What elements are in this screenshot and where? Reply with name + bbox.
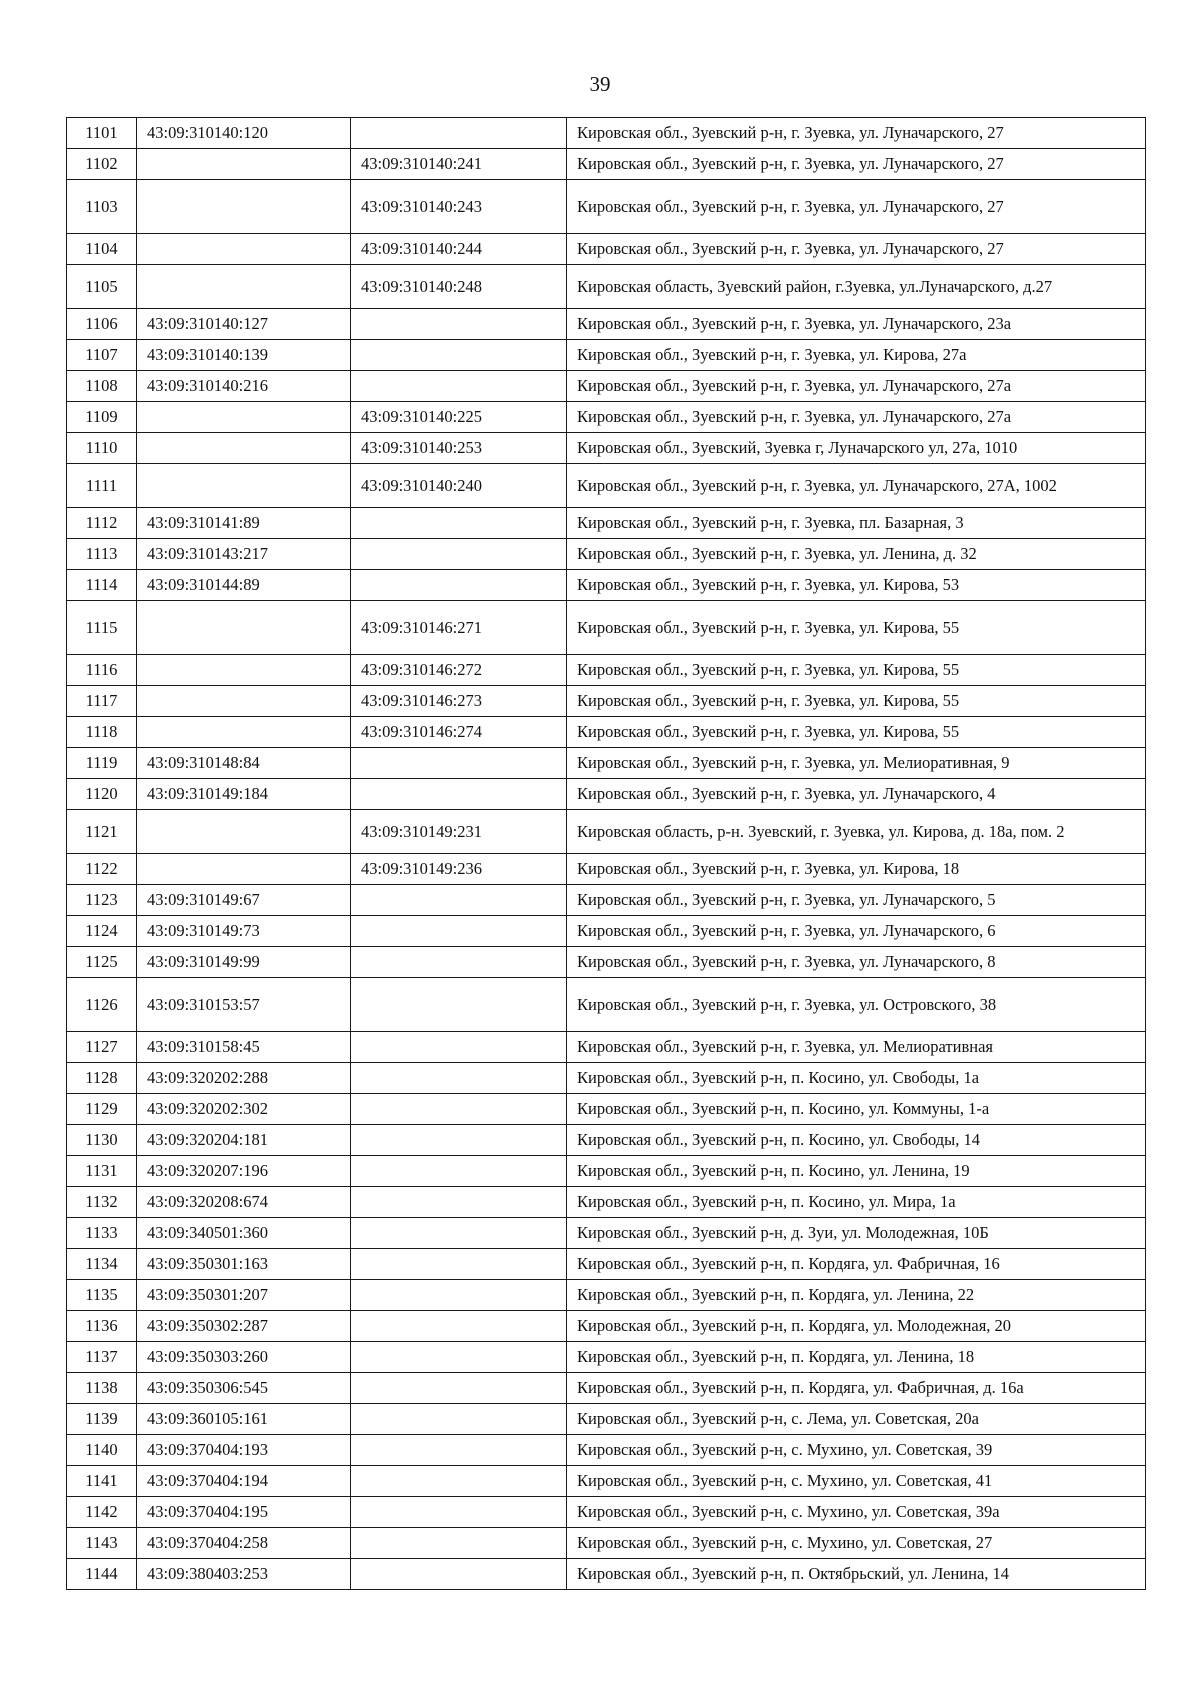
row-number-cell: 1121: [67, 810, 137, 854]
cadastral-number-building-cell: [351, 916, 567, 947]
address-cell: Кировская обл., Зуевский р-н, г. Зуевка, ул. Мелиоративная, 9: [567, 748, 1146, 779]
row-number-cell: 1116: [67, 655, 137, 686]
address-cell: Кировская обл., Зуевский р-н, с. Мухино, ул. Советская, 27: [567, 1528, 1146, 1559]
cadastral-number-land-cell: 43:09:310140:139: [137, 340, 351, 371]
cadastral-number-building-cell: [351, 539, 567, 570]
table-row: [67, 601, 1146, 655]
row-number-cell: 1103: [67, 180, 137, 234]
cadastral-number-building-cell: 43:09:310146:273: [351, 686, 567, 717]
address-cell: Кировская обл., Зуевский р-н, г. Зуевка, ул. Кирова, 27а: [567, 340, 1146, 371]
address-cell: Кировская обл., Зуевский р-н, г. Зуевка, ул. Островского, 38: [567, 978, 1146, 1032]
table-row: [67, 748, 1146, 779]
row-number-cell: 1129: [67, 1094, 137, 1125]
table-row: [67, 779, 1146, 810]
table-row: [67, 810, 1146, 854]
table-row: [67, 1559, 1146, 1590]
row-number-cell: 1115: [67, 601, 137, 655]
address-cell: Кировская обл., Зуевский р-н, с. Мухино, ул. Советская, 41: [567, 1466, 1146, 1497]
cadastral-number-land-cell: 43:09:370404:193: [137, 1435, 351, 1466]
row-number-cell: 1114: [67, 570, 137, 601]
address-cell: Кировская область, Зуевский район, г.Зуевка, ул.Луначарского, д.27: [567, 265, 1146, 309]
table-row: [67, 402, 1146, 433]
table-row: [67, 180, 1146, 234]
cadastral-number-land-cell: [137, 234, 351, 265]
cadastral-number-land-cell: 43:09:310158:45: [137, 1032, 351, 1063]
cadastral-number-land-cell: 43:09:370404:195: [137, 1497, 351, 1528]
cadastral-number-building-cell: [351, 1373, 567, 1404]
table-row: [67, 234, 1146, 265]
cadastral-number-land-cell: [137, 655, 351, 686]
cadastral-number-land-cell: 43:09:310148:84: [137, 748, 351, 779]
table-row: [67, 1280, 1146, 1311]
table-row: [67, 916, 1146, 947]
cadastral-number-land-cell: 43:09:320202:288: [137, 1063, 351, 1094]
cadastral-number-building-cell: [351, 1497, 567, 1528]
table-row: [67, 340, 1146, 371]
cadastral-number-building-cell: [351, 1528, 567, 1559]
row-number-cell: 1106: [67, 309, 137, 340]
cadastral-number-building-cell: 43:09:310146:272: [351, 655, 567, 686]
cadastral-number-building-cell: 43:09:310146:274: [351, 717, 567, 748]
address-cell: Кировская обл., Зуевский р-н, г. Зуевка, ул. Кирова, 55: [567, 686, 1146, 717]
table-row: [67, 1125, 1146, 1156]
cadastral-number-building-cell: [351, 1032, 567, 1063]
address-cell: Кировская обл., Зуевский р-н, г. Зуевка, ул. Луначарского, 27: [567, 118, 1146, 149]
row-number-cell: 1138: [67, 1373, 137, 1404]
cadastral-number-land-cell: [137, 810, 351, 854]
table-row: [67, 118, 1146, 149]
address-cell: Кировская обл., Зуевский р-н, п. Косино, ул. Свободы, 1а: [567, 1063, 1146, 1094]
table-row: [67, 508, 1146, 539]
table-row: [67, 149, 1146, 180]
row-number-cell: 1135: [67, 1280, 137, 1311]
cadastral-number-building-cell: 43:09:310140:248: [351, 265, 567, 309]
table-row: [67, 1218, 1146, 1249]
cadastral-number-building-cell: [351, 1063, 567, 1094]
address-cell: Кировская обл., Зуевский р-н, с. Лема, ул. Советская, 20а: [567, 1404, 1146, 1435]
cadastral-number-land-cell: 43:09:310149:73: [137, 916, 351, 947]
table-row: [67, 464, 1146, 508]
cadastral-number-land-cell: 43:09:380403:253: [137, 1559, 351, 1590]
address-cell: Кировская обл., Зуевский р-н, п. Кордяга, ул. Фабричная, 16: [567, 1249, 1146, 1280]
table-row: [67, 655, 1146, 686]
cadastral-number-land-cell: 43:09:310149:184: [137, 779, 351, 810]
table-row: [67, 1497, 1146, 1528]
cadastral-number-land-cell: [137, 149, 351, 180]
cadastral-number-building-cell: [351, 1156, 567, 1187]
address-cell: Кировская обл., Зуевский р-н, п. Косино, ул. Ленина, 19: [567, 1156, 1146, 1187]
cadastral-number-land-cell: 43:09:350303:260: [137, 1342, 351, 1373]
cadastral-number-building-cell: 43:09:310140:240: [351, 464, 567, 508]
cadastral-number-building-cell: 43:09:310140:253: [351, 433, 567, 464]
cadastral-number-building-cell: 43:09:310140:243: [351, 180, 567, 234]
cadastral-number-land-cell: 43:09:320208:674: [137, 1187, 351, 1218]
row-number-cell: 1127: [67, 1032, 137, 1063]
address-cell: Кировская обл., Зуевский р-н, г. Зуевка, ул. Луначарского, 5: [567, 885, 1146, 916]
cadastral-number-land-cell: 43:09:310143:217: [137, 539, 351, 570]
address-cell: Кировская обл., Зуевский р-н, г. Зуевка, ул. Луначарского, 27а: [567, 402, 1146, 433]
address-cell: Кировская обл., Зуевский, Зуевка г, Луначарского ул, 27а, 1010: [567, 433, 1146, 464]
row-number-cell: 1133: [67, 1218, 137, 1249]
row-number-cell: 1110: [67, 433, 137, 464]
cadastral-number-building-cell: [351, 1218, 567, 1249]
cadastral-number-land-cell: 43:09:310153:57: [137, 978, 351, 1032]
address-cell: Кировская обл., Зуевский р-н, г. Зуевка, ул. Луначарского, 27а: [567, 371, 1146, 402]
cadastral-number-land-cell: 43:09:310144:89: [137, 570, 351, 601]
cadastral-number-building-cell: [351, 1311, 567, 1342]
row-number-cell: 1107: [67, 340, 137, 371]
cadastral-number-building-cell: [351, 1249, 567, 1280]
table-row: [67, 371, 1146, 402]
address-cell: Кировская обл., Зуевский р-н, г. Зуевка, пл. Базарная, 3: [567, 508, 1146, 539]
table-row: [67, 978, 1146, 1032]
cadastral-number-building-cell: [351, 570, 567, 601]
cadastral-number-land-cell: 43:09:350306:545: [137, 1373, 351, 1404]
table-row: [67, 433, 1146, 464]
address-cell: Кировская обл., Зуевский р-н, г. Зуевка, ул. Кирова, 18: [567, 854, 1146, 885]
address-cell: Кировская обл., Зуевский р-н, г. Зуевка, ул. Луначарского, 23а: [567, 309, 1146, 340]
cadastral-number-building-cell: [351, 1280, 567, 1311]
row-number-cell: 1131: [67, 1156, 137, 1187]
address-cell: Кировская обл., Зуевский р-н, г. Зуевка, ул. Кирова, 55: [567, 655, 1146, 686]
cadastral-number-land-cell: 43:09:340501:360: [137, 1218, 351, 1249]
address-cell: Кировская обл., Зуевский р-н, п. Кордяга, ул. Фабричная, д. 16а: [567, 1373, 1146, 1404]
address-cell: Кировская обл., Зуевский р-н, п. Кордяга, ул. Молодежная, 20: [567, 1311, 1146, 1342]
row-number-cell: 1128: [67, 1063, 137, 1094]
cadastral-number-building-cell: [351, 1466, 567, 1497]
cadastral-number-building-cell: [351, 978, 567, 1032]
row-number-cell: 1105: [67, 265, 137, 309]
cadastral-number-land-cell: 43:09:310140:127: [137, 309, 351, 340]
cadastral-number-building-cell: 43:09:310146:271: [351, 601, 567, 655]
table-row: [67, 1466, 1146, 1497]
row-number-cell: 1101: [67, 118, 137, 149]
cadastral-number-building-cell: [351, 1342, 567, 1373]
row-number-cell: 1144: [67, 1559, 137, 1590]
row-number-cell: 1108: [67, 371, 137, 402]
cadastral-number-building-cell: [351, 340, 567, 371]
row-number-cell: 1120: [67, 779, 137, 810]
row-number-cell: 1126: [67, 978, 137, 1032]
cadastral-number-land-cell: [137, 180, 351, 234]
cadastral-number-building-cell: [351, 1559, 567, 1590]
address-cell: Кировская обл., Зуевский р-н, п. Кордяга, ул. Ленина, 22: [567, 1280, 1146, 1311]
address-cell: Кировская обл., Зуевский р-н, г. Зуевка, ул. Луначарского, 27А, 1002: [567, 464, 1146, 508]
table-row: [67, 1094, 1146, 1125]
row-number-cell: 1122: [67, 854, 137, 885]
cadastral-number-building-cell: [351, 371, 567, 402]
cadastral-number-building-cell: [351, 779, 567, 810]
cadastral-number-building-cell: [351, 309, 567, 340]
address-cell: Кировская обл., Зуевский р-н, г. Зуевка, ул. Луначарского, 27: [567, 234, 1146, 265]
cadastral-number-land-cell: 43:09:320202:302: [137, 1094, 351, 1125]
cadastral-number-building-cell: [351, 885, 567, 916]
table-row: [67, 1435, 1146, 1466]
address-cell: Кировская обл., Зуевский р-н, г. Зуевка, ул. Луначарского, 27: [567, 149, 1146, 180]
cadastral-number-land-cell: 43:09:310141:89: [137, 508, 351, 539]
table-row: [67, 1156, 1146, 1187]
cadastral-number-land-cell: 43:09:370404:194: [137, 1466, 351, 1497]
address-cell: Кировская обл., Зуевский р-н, п. Косино, ул. Свободы, 14: [567, 1125, 1146, 1156]
table-row: [67, 309, 1146, 340]
row-number-cell: 1137: [67, 1342, 137, 1373]
row-number-cell: 1102: [67, 149, 137, 180]
address-cell: Кировская обл., Зуевский р-н, г. Зуевка, ул. Луначарского, 6: [567, 916, 1146, 947]
table-row: [67, 1063, 1146, 1094]
address-cell: Кировская обл., Зуевский р-н, п. Косино, ул. Мира, 1а: [567, 1187, 1146, 1218]
cadastral-number-land-cell: 43:09:310149:99: [137, 947, 351, 978]
address-cell: Кировская обл., Зуевский р-н, с. Мухино, ул. Советская, 39: [567, 1435, 1146, 1466]
row-number-cell: 1136: [67, 1311, 137, 1342]
cadastral-number-land-cell: [137, 717, 351, 748]
address-cell: Кировская обл., Зуевский р-н, г. Зуевка, ул. Ленина, д. 32: [567, 539, 1146, 570]
address-cell: Кировская обл., Зуевский р-н, с. Мухино, ул. Советская, 39а: [567, 1497, 1146, 1528]
address-cell: Кировская обл., Зуевский р-н, п. Косино, ул. Коммуны, 1-а: [567, 1094, 1146, 1125]
table-row: [67, 539, 1146, 570]
cadastral-number-land-cell: 43:09:370404:258: [137, 1528, 351, 1559]
row-number-cell: 1111: [67, 464, 137, 508]
table-row: [67, 717, 1146, 748]
cadastral-number-land-cell: 43:09:350301:207: [137, 1280, 351, 1311]
row-number-cell: 1140: [67, 1435, 137, 1466]
cadastral-number-land-cell: [137, 402, 351, 433]
table-row: [67, 1311, 1146, 1342]
property-registry-table: [66, 117, 1146, 1590]
cadastral-number-land-cell: [137, 686, 351, 717]
cadastral-number-building-cell: 43:09:310140:241: [351, 149, 567, 180]
cadastral-number-building-cell: [351, 118, 567, 149]
table-row: [67, 686, 1146, 717]
address-cell: Кировская обл., Зуевский р-н, г. Зуевка, ул. Луначарского, 4: [567, 779, 1146, 810]
row-number-cell: 1130: [67, 1125, 137, 1156]
table-row: [67, 854, 1146, 885]
address-cell: Кировская обл., Зуевский р-н, г. Зуевка, ул. Мелиоративная: [567, 1032, 1146, 1063]
address-cell: Кировская обл., Зуевский р-н, г. Зуевка, ул. Кирова, 55: [567, 601, 1146, 655]
table-row: [67, 1528, 1146, 1559]
cadastral-number-land-cell: 43:09:350302:287: [137, 1311, 351, 1342]
row-number-cell: 1141: [67, 1466, 137, 1497]
row-number-cell: 1117: [67, 686, 137, 717]
cadastral-number-land-cell: 43:09:310140:216: [137, 371, 351, 402]
cadastral-number-land-cell: 43:09:320207:196: [137, 1156, 351, 1187]
table-row: [67, 1249, 1146, 1280]
row-number-cell: 1142: [67, 1497, 137, 1528]
cadastral-number-land-cell: [137, 265, 351, 309]
cadastral-number-building-cell: [351, 508, 567, 539]
cadastral-number-land-cell: [137, 433, 351, 464]
table-row: [67, 265, 1146, 309]
cadastral-number-building-cell: [351, 1404, 567, 1435]
cadastral-number-land-cell: 43:09:310140:120: [137, 118, 351, 149]
cadastral-number-building-cell: [351, 947, 567, 978]
address-cell: Кировская обл., Зуевский р-н, г. Зуевка, ул. Луначарского, 27: [567, 180, 1146, 234]
table-row: [67, 1342, 1146, 1373]
cadastral-number-building-cell: 43:09:310140:244: [351, 234, 567, 265]
row-number-cell: 1134: [67, 1249, 137, 1280]
row-number-cell: 1123: [67, 885, 137, 916]
row-number-cell: 1113: [67, 539, 137, 570]
cadastral-number-building-cell: [351, 1094, 567, 1125]
cadastral-number-building-cell: 43:09:310149:231: [351, 810, 567, 854]
table-row: [67, 885, 1146, 916]
row-number-cell: 1139: [67, 1404, 137, 1435]
cadastral-number-building-cell: [351, 1125, 567, 1156]
cadastral-number-building-cell: [351, 1435, 567, 1466]
table-row: [67, 1187, 1146, 1218]
table-row: [67, 1373, 1146, 1404]
cadastral-number-land-cell: 43:09:320204:181: [137, 1125, 351, 1156]
row-number-cell: 1125: [67, 947, 137, 978]
cadastral-number-building-cell: 43:09:310140:225: [351, 402, 567, 433]
address-cell: Кировская обл., Зуевский р-н, п. Октябрьский, ул. Ленина, 14: [567, 1559, 1146, 1590]
row-number-cell: 1112: [67, 508, 137, 539]
address-cell: Кировская обл., Зуевский р-н, г. Зуевка, ул. Луначарского, 8: [567, 947, 1146, 978]
cadastral-number-land-cell: 43:09:360105:161: [137, 1404, 351, 1435]
table-row: [67, 1404, 1146, 1435]
table-row: [67, 1032, 1146, 1063]
cadastral-number-building-cell: [351, 1187, 567, 1218]
address-cell: Кировская обл., Зуевский р-н, д. Зуи, ул. Молодежная, 10Б: [567, 1218, 1146, 1249]
cadastral-number-land-cell: 43:09:350301:163: [137, 1249, 351, 1280]
address-cell: Кировская обл., Зуевский р-н, п. Кордяга, ул. Ленина, 18: [567, 1342, 1146, 1373]
cadastral-number-land-cell: [137, 854, 351, 885]
cadastral-number-land-cell: 43:09:310149:67: [137, 885, 351, 916]
row-number-cell: 1124: [67, 916, 137, 947]
page-number: 39: [589, 72, 611, 96]
row-number-cell: 1119: [67, 748, 137, 779]
row-number-cell: 1118: [67, 717, 137, 748]
address-cell: Кировская область, р-н. Зуевский, г. Зуевка, ул. Кирова, д. 18а, пом. 2: [567, 810, 1146, 854]
cadastral-number-building-cell: [351, 748, 567, 779]
cadastral-number-land-cell: [137, 464, 351, 508]
row-number-cell: 1143: [67, 1528, 137, 1559]
table-row: [67, 947, 1146, 978]
cadastral-number-land-cell: [137, 601, 351, 655]
row-number-cell: 1132: [67, 1187, 137, 1218]
cadastral-number-building-cell: 43:09:310149:236: [351, 854, 567, 885]
table-row: [67, 570, 1146, 601]
address-cell: Кировская обл., Зуевский р-н, г. Зуевка, ул. Кирова, 55: [567, 717, 1146, 748]
address-cell: Кировская обл., Зуевский р-н, г. Зуевка, ул. Кирова, 53: [567, 570, 1146, 601]
row-number-cell: 1104: [67, 234, 137, 265]
row-number-cell: 1109: [67, 402, 137, 433]
